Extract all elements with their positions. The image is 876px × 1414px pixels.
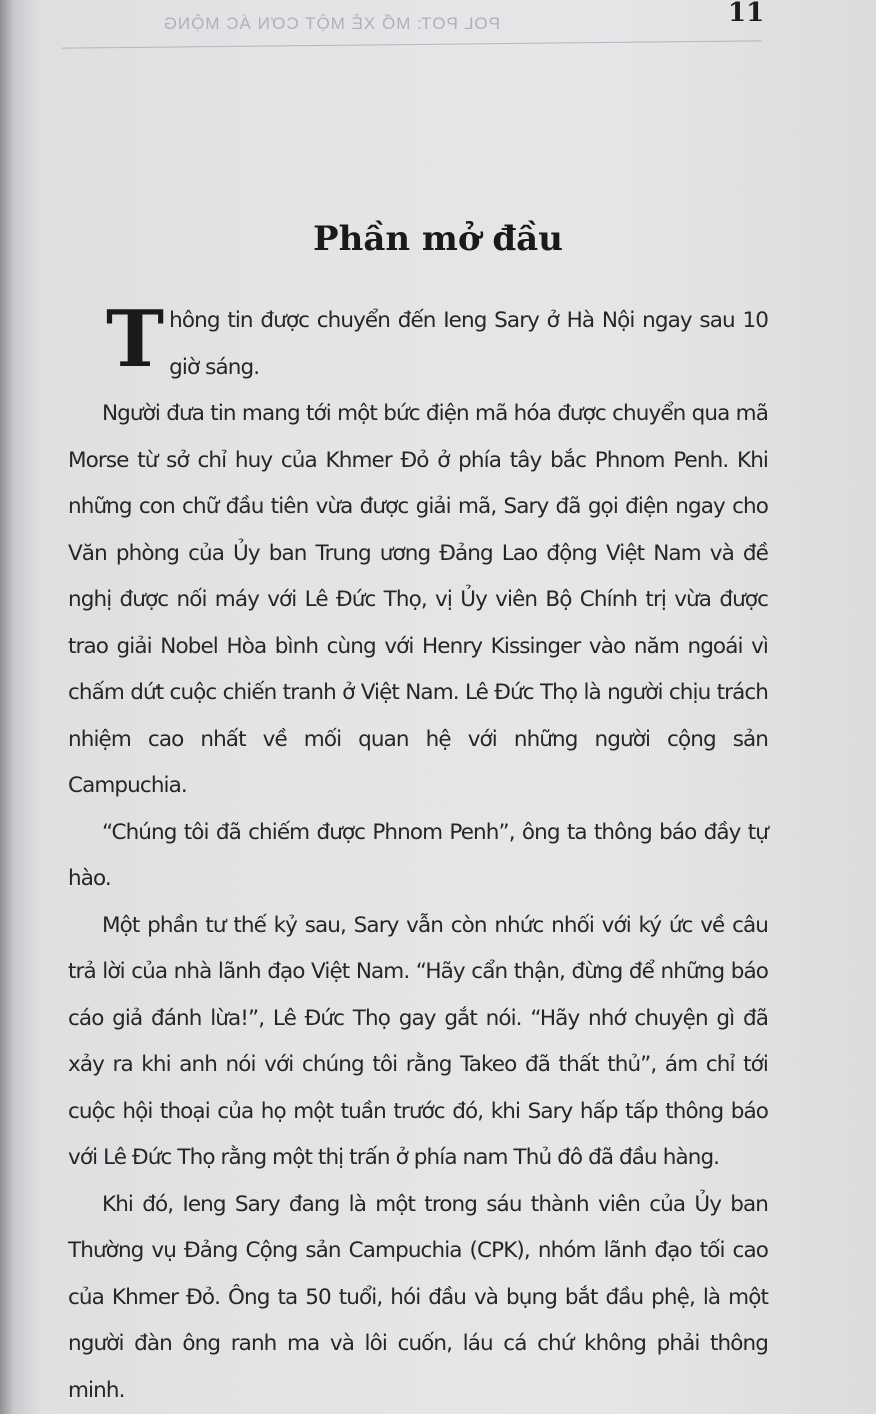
drop-cap: T	[106, 308, 163, 372]
paragraph: Một phần tư thế kỷ sau, Sary vẫn còn nhức nhối với ký ức về câu trả lời của nhà lãnh đạo Việt Nam. “Hãy cẩn thận, đừng để những báo cáo giả đánh lừa!”, Lê Đức Thọ gay gắt nói. “Hãy nhớ chuyện gì đã xảy ra khi anh nói với chúng tôi rằng Takeo đã thất thủ”, ám chỉ tới cuộc hội thoại của họ một tuần trước đó, khi Sary hấp tấp thông báo với Lê Đức Thọ rằng một thị trấn ở phía nam Thủ đô đã đầu hàng.	[68, 903, 768, 1182]
paragraph	[68, 298, 768, 391]
paragraph: Khi đó, Ieng Sary đang là một trong sáu thành viên của Ủy ban Thường vụ Đảng Cộng sản Campuchia (CPK), nhóm lãnh đạo tối cao của Khmer Đỏ. Ông ta 50 tuổi, hói đầu và bụng bắt đầu phệ, là một người đàn ông ranh ma và lôi cuốn, láu cá chứ không phải thông minh.	[68, 1182, 768, 1414]
chapter-title: Phần mở đầu	[0, 219, 876, 259]
paragraph-text: hông tin được chuyển đến Ieng Sary ở Hà Nội ngay sau 10 giờ sáng.	[169, 308, 768, 380]
paragraph: “Chúng tôi đã chiếm được Phnom Penh”, ông ta thông báo đầy tự hào.	[68, 810, 768, 903]
running-title-showthrough: POL POT: MỔ XẺ MỘT CƠN ÁC MỘNG	[70, 14, 500, 34]
header-rule	[62, 40, 762, 48]
body-text	[68, 298, 768, 1414]
page-number: 11	[728, 0, 764, 28]
paragraph: Người đưa tin mang tới một bức điện mã hóa được chuyển qua mã Morse từ sở chỉ huy của Khmer Đỏ ở phía tây bắc Phnom Penh. Khi những con chữ đầu tiên vừa được giải mã, Sary đã gọi điện ngay cho Văn phòng của Ủy ban Trung ương Đảng Lao động Việt Nam và đề nghị được nối máy với Lê Đức Thọ, vị Ủy viên Bộ Chính trị vừa được trao giải Nobel Hòa bình cùng với Henry Kissinger vào năm ngoái vì chấm dứt cuộc chiến tranh ở Việt Nam. Lê Đức Thọ là người chịu trách nhiệm cao nhất về mối quan hệ với những người cộng sản Campuchia.	[68, 391, 768, 810]
